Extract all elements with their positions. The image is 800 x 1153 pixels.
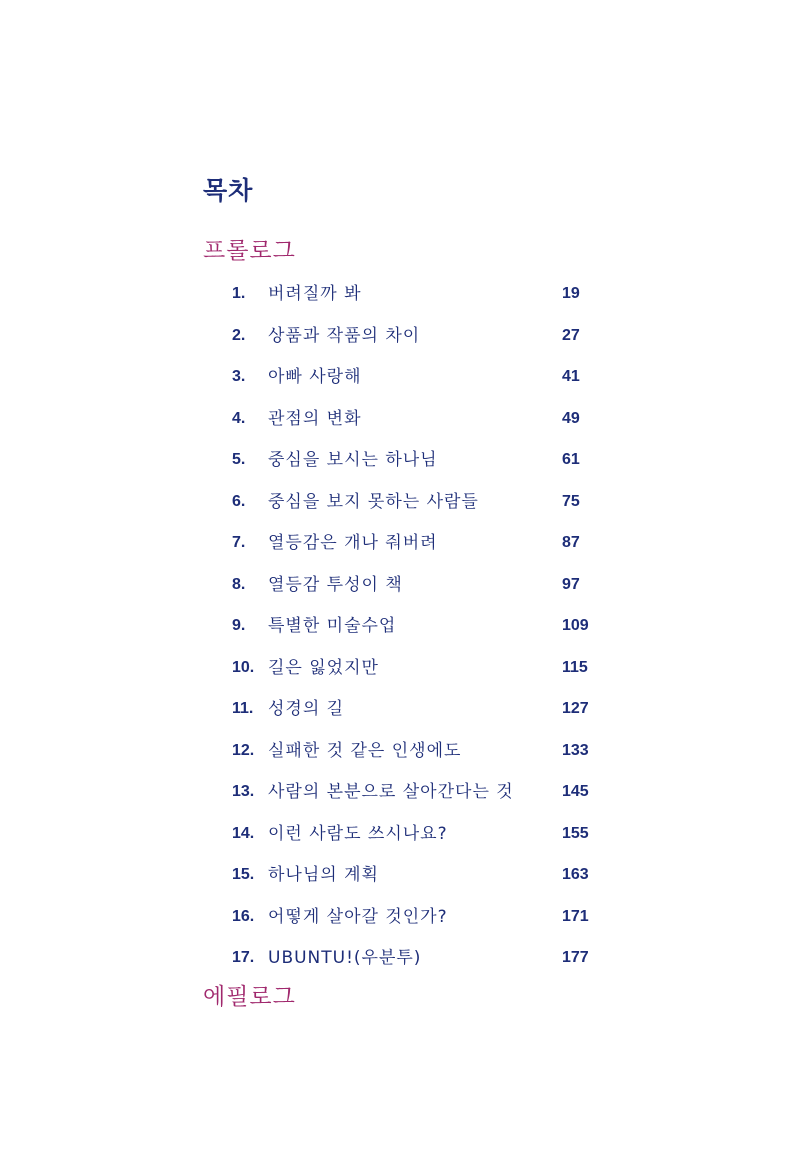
toc-entry[interactable] <box>232 612 602 654</box>
toc-entry-number: 10. <box>232 658 255 676</box>
toc-entry[interactable] <box>232 488 602 530</box>
toc-entry-number: 12. <box>232 741 255 759</box>
toc-entry[interactable] <box>232 820 602 862</box>
toc-entry-page: 163 <box>562 866 589 883</box>
toc-entry-number: 8. <box>232 575 246 593</box>
toc-entry-page: 97 <box>562 575 580 593</box>
toc-entry[interactable] <box>232 322 602 364</box>
toc-entry-page: 177 <box>562 949 589 966</box>
toc-entry-title: 하나님의 계획 <box>268 865 379 885</box>
toc-entry[interactable] <box>232 363 602 405</box>
epilogue-heading[interactable]: 에필로그 <box>203 984 296 1010</box>
toc-entry[interactable] <box>232 529 602 571</box>
toc-entry-title: 열등감 투성이 책 <box>268 574 403 595</box>
toc-entry[interactable] <box>232 778 602 820</box>
toc-entry-title: 버려질까 봐 <box>268 284 362 304</box>
toc-entry-title: 어떻게 살아갈 것인가? <box>268 906 448 927</box>
toc-entry-page: 75 <box>562 492 580 510</box>
prologue-heading[interactable]: 프롤로그 <box>203 238 296 264</box>
toc-entry-page: 87 <box>562 534 580 551</box>
toc-entry-number: 11. <box>232 700 254 717</box>
toc-entry-page: 171 <box>562 907 589 925</box>
toc-entry-page: 19 <box>562 285 580 302</box>
toc-entry[interactable] <box>232 944 602 986</box>
toc-entry[interactable] <box>232 695 602 737</box>
toc-entry[interactable] <box>232 446 602 488</box>
toc-entry-page: 127 <box>562 700 589 717</box>
toc-entry-number: 13. <box>232 783 255 800</box>
toc-entry-number: 3. <box>232 368 246 385</box>
toc-entry-page: 27 <box>562 326 580 344</box>
toc-entry-number: 14. <box>232 824 255 842</box>
page-title: 목차 <box>203 176 254 205</box>
toc-entry-page: 115 <box>562 658 588 676</box>
toc-entry[interactable] <box>232 280 602 322</box>
toc-entry[interactable] <box>232 654 602 696</box>
toc-entry-title: 중심을 보시는 하나님 <box>268 450 438 470</box>
toc-entry[interactable] <box>232 861 602 903</box>
toc-entry-title: 특별한 미술수업 <box>268 616 397 636</box>
toc-entry-title: 길은 잃었지만 <box>268 657 379 678</box>
toc-entry-number: 2. <box>232 326 246 344</box>
toc-entry-number: 6. <box>232 492 246 510</box>
toc-entry-page: 61 <box>562 451 580 468</box>
toc-entry-title: 아빠 사랑해 <box>268 367 362 387</box>
toc-entry-page: 49 <box>562 409 580 427</box>
toc-entry-title: 성경의 길 <box>268 699 345 719</box>
toc-entry-number: 4. <box>232 409 246 427</box>
toc-entry-title: 상품과 작품의 차이 <box>268 325 421 346</box>
toc-list <box>232 280 602 986</box>
toc-entry[interactable] <box>232 903 602 945</box>
toc-entry-title: 관점의 변화 <box>268 408 362 429</box>
toc-entry-page: 41 <box>562 368 580 385</box>
toc-entry-page: 133 <box>562 741 589 759</box>
toc-entry-title: 실패한 것 같은 인생에도 <box>268 740 462 761</box>
toc-entry-title: 중심을 보지 못하는 사람들 <box>268 491 479 512</box>
toc-entry-title: UBUNTU!(우분투) <box>268 948 422 968</box>
toc-entry-number: 15. <box>232 866 255 883</box>
toc-entry-page: 145 <box>562 783 589 800</box>
toc-entry-page: 155 <box>562 824 589 842</box>
toc-entry-title: 사람의 본분으로 살아간다는 것 <box>268 782 514 802</box>
toc-entry-title: 이런 사람도 쓰시나요? <box>268 823 448 844</box>
toc-entry-page: 109 <box>562 617 589 634</box>
toc-entry[interactable] <box>232 737 602 779</box>
toc-entry-title: 열등감은 개나 줘버려 <box>268 533 438 553</box>
toc-entry-number: 9. <box>232 617 246 634</box>
toc-entry[interactable] <box>232 571 602 613</box>
toc-entry-number: 7. <box>232 534 246 551</box>
toc-entry[interactable] <box>232 405 602 447</box>
toc-entry-number: 16. <box>232 907 255 925</box>
toc-entry-number: 1. <box>232 285 246 302</box>
toc-entry-number: 5. <box>232 451 246 468</box>
toc-entry-number: 17. <box>232 949 255 966</box>
